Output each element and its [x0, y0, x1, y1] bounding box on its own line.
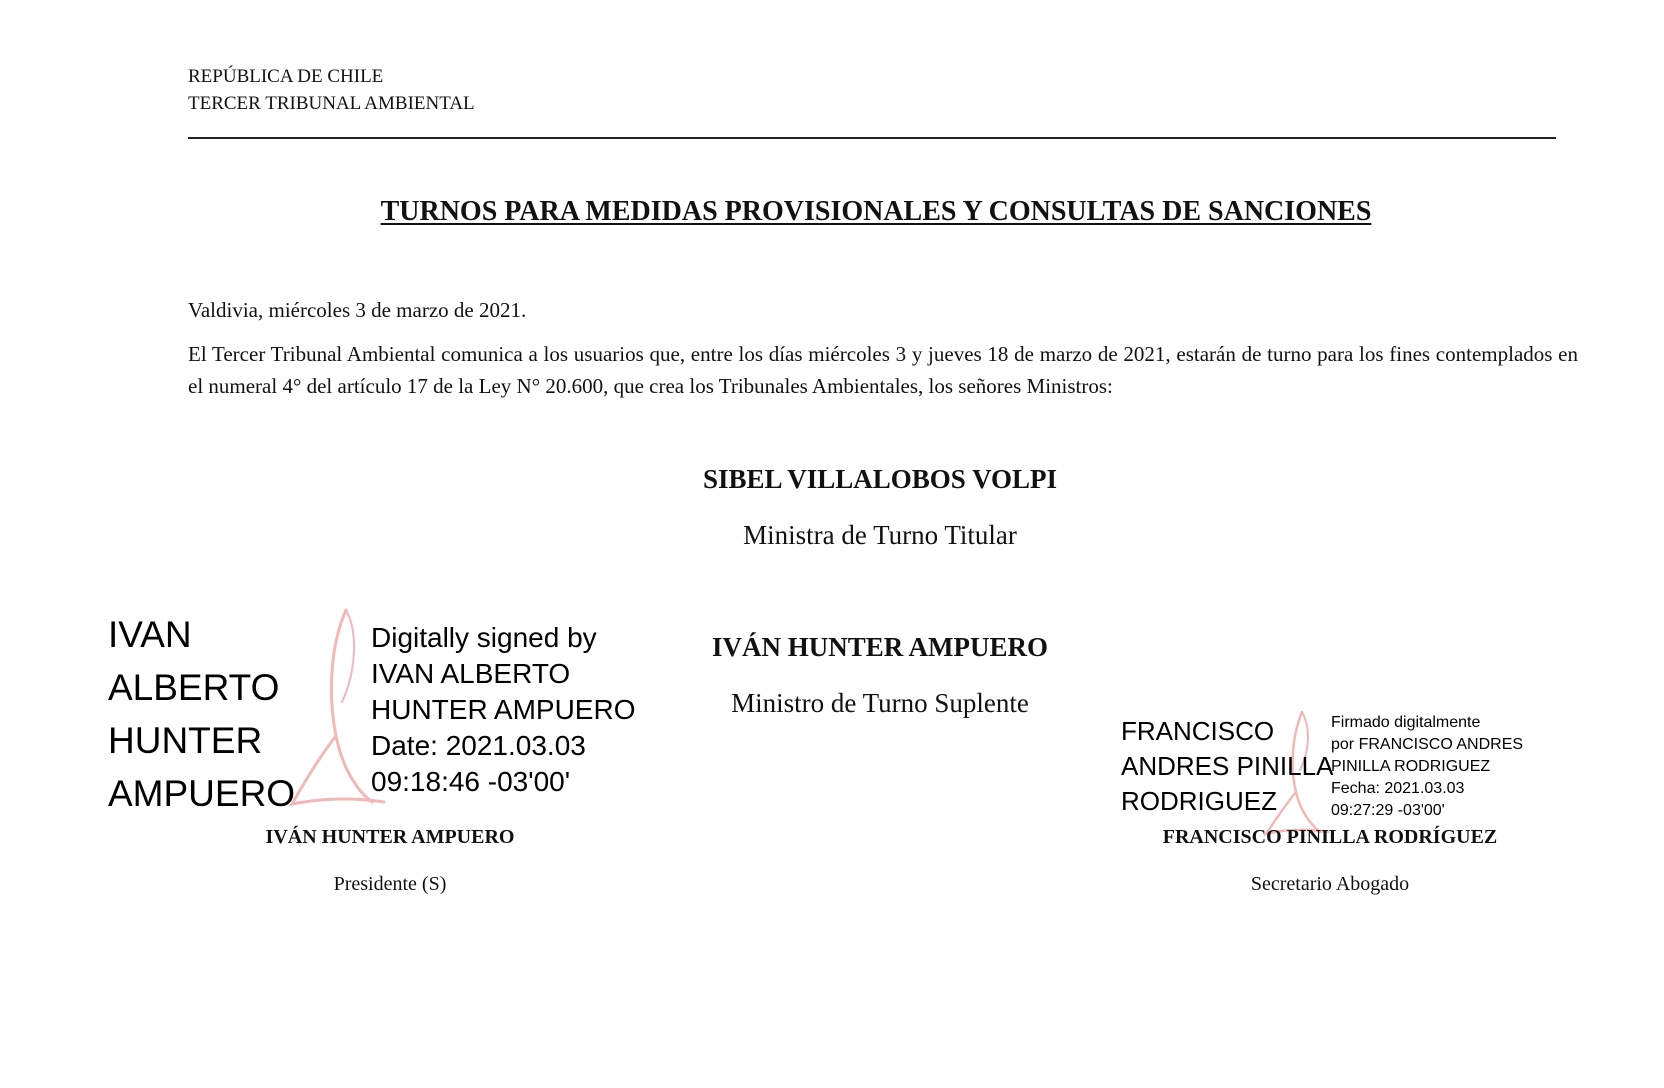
signature-right-stamp-details [1331, 712, 1523, 822]
stamp-name-line: RODRIGUEZ [1121, 786, 1277, 816]
minister-suplente-name: IVÁN HUNTER AMPUERO [711, 632, 1048, 662]
stamp-name-line: ANDRES PINILLA [1121, 751, 1334, 781]
signature-right-stamp-name [1121, 714, 1333, 819]
minister-titular-name: SIBEL VILLALOBOS VOLPI [702, 464, 1058, 494]
date-line: Valdivia, miércoles 3 de marzo de 2021. [188, 298, 527, 322]
stamp-detail-line: Date: 2021.03.03 [371, 730, 586, 761]
stamp-detail-line: Firmado digitalmente [1331, 714, 1481, 731]
header-divider [188, 137, 1556, 139]
body-paragraph: El Tercer Tribunal Ambiental comunica a los usuarios que, entre los días miércoles 3 y jueves 18 de marzo de 2021, estarán de turno para los fines contemplados en el numeral 4° del artículo 17 de la Ley N° 20.600, que crea los Tribunales Ambientales, los señores Ministros: [188, 342, 1578, 398]
stamp-detail-line: PINILLA RODRIGUEZ [1331, 758, 1491, 775]
signer-left-role: Presidente (S) [333, 873, 447, 895]
header-tribunal: TERCER TRIBUNAL AMBIENTAL [188, 93, 475, 114]
stamp-detail-line: Digitally signed by [371, 622, 597, 653]
minister-titular-role: Ministra de Turno Titular [743, 520, 1017, 550]
minister-suplente-role: Ministro de Turno Suplente [731, 688, 1029, 718]
signer-right-name: FRANCISCO PINILLA RODRÍGUEZ [1162, 826, 1498, 848]
stamp-name-line: FRANCISCO [1121, 716, 1275, 746]
signer-left-name: IVÁN HUNTER AMPUERO [265, 826, 515, 848]
signer-right-role: Secretario Abogado [1250, 873, 1410, 895]
stamp-detail-line: Fecha: 2021.03.03 [1331, 780, 1465, 797]
header-republic: REPÚBLICA DE CHILE [188, 66, 384, 87]
signature-left-stamp-name [108, 608, 295, 820]
stamp-name-line: HUNTER [108, 720, 263, 761]
stamp-name-line: IVAN [108, 614, 192, 655]
document-title: TURNOS PARA MEDIDAS PROVISIONALES Y CONSULTAS DE SANCIONES [380, 196, 1372, 227]
signature-left-stamp-details [371, 620, 635, 800]
stamp-detail-line: IVAN ALBERTO [371, 658, 571, 689]
stamp-detail-line: 09:18:46 -03'00' [371, 766, 571, 797]
stamp-detail-line: por FRANCISCO ANDRES [1331, 736, 1524, 753]
stamp-name-line: AMPUERO [108, 773, 296, 814]
stamp-detail-line: HUNTER AMPUERO [371, 694, 636, 725]
stamp-detail-line: 09:27:29 -03'00' [1331, 802, 1445, 819]
stamp-name-line: ALBERTO [108, 667, 280, 708]
